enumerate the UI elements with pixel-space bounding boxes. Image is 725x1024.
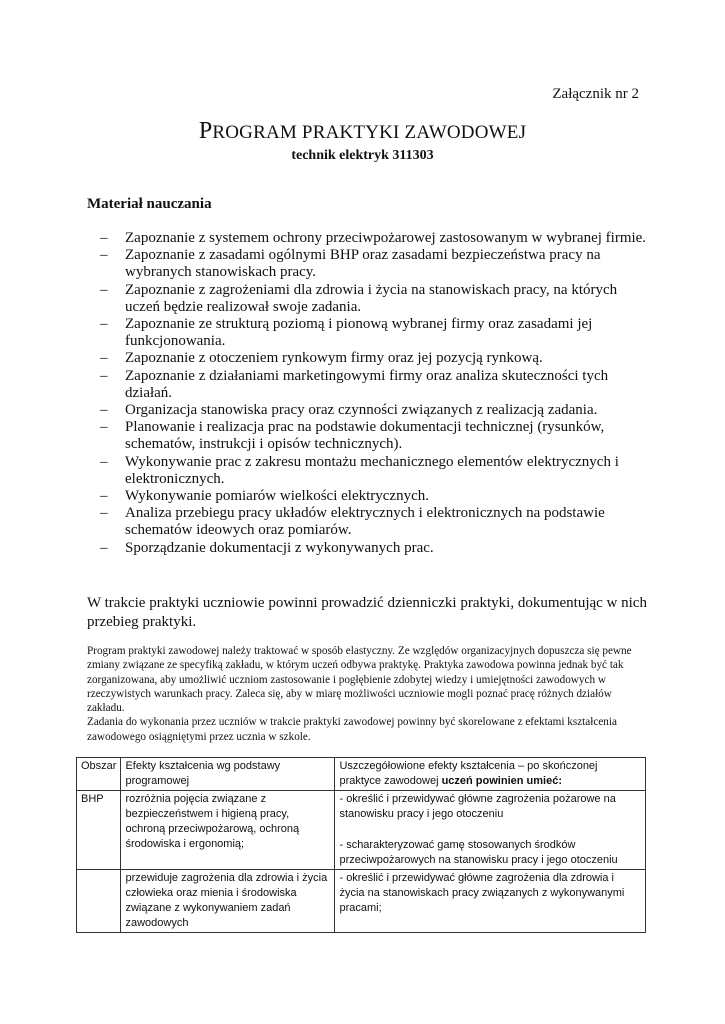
list-item: – Zapoznanie z zasadami ogólnymi BHP oraz zasadami bezpieczeństwa pracy na wybranych stanowiskach pracy. [100, 247, 601, 281]
dash-marker: – [100, 350, 108, 367]
dash-marker: – [100, 419, 108, 436]
learning-outcomes-table [76, 757, 646, 933]
dash-marker: – [100, 488, 108, 505]
table-row [77, 791, 646, 870]
list-item: – Zapoznanie z zagrożeniami dla zdrowia i życia na stanowiskach pracy, na których uczeń będzie realizował swoje zadania. [100, 281, 618, 315]
dash-marker: – [100, 505, 108, 522]
dash-marker: – [100, 402, 108, 419]
list-item: – Wykonywanie prac z zakresu montażu mechanicznego elementów elektrycznych i elektronicznych. [100, 453, 619, 487]
list-item: – Planowanie i realizacja prac na podstawie dokumentacji technicznej (rysunków, schematów, instrukcji i opisów technicznych). [100, 419, 605, 453]
section-heading: Materiał nauczania [87, 196, 212, 212]
cell-detail: - określić i przewidywać główne zagrożenia dla zdrowia i życia na stanowiskach pracy związanych z wykonywanymi pracami; [335, 870, 646, 933]
table-row [77, 870, 646, 933]
title-rest: ROGRAM PRAKTYKI ZAWODOWEJ [212, 122, 527, 143]
header-detailed: Uszczegółowione efekty kształcenia – po skończonej praktyce zawodowej uczeń powinien umieć: [335, 758, 646, 791]
cell-detail: - określić i przewidywać główne zagrożenia pożarowe na stanowisku pracy i jego otoczeniu - scharakteryzować gamę stosowanych środków przeciwpożarowych na stanowisku pracy i jego otoczeniu [335, 791, 646, 870]
dash-marker: – [100, 230, 108, 246]
cell-effect: rozróżnia pojęcia związane z bezpieczeństwem i higieną pracy, ochroną przeciwpożarową, ochroną środowiska i ergonomią; [121, 791, 335, 870]
table-header-row [77, 758, 646, 791]
dash-marker: – [100, 281, 108, 298]
dash-marker: – [100, 453, 108, 470]
title-initial: P [198, 118, 213, 144]
list-item: – Organizacja stanowiska pracy oraz czynności związanych z realizacją zadania. [100, 402, 598, 419]
list-item: – Zapoznanie z działaniami marketingowymi firmy oraz analiza skuteczności tych działań. [100, 367, 609, 401]
program-notes [87, 644, 652, 744]
dash-marker: – [100, 247, 108, 264]
list-item: – Zapoznanie ze strukturą poziomą i pionową wybranej firmy oraz zasadami jej funkcjonowania. [100, 316, 593, 350]
dash-marker: – [100, 539, 108, 556]
list-item: – Zapoznanie z otoczeniem rynkowym firmy oraz jej pozycją rynkową. [100, 350, 543, 367]
page-title [0, 118, 725, 145]
cell-area [77, 870, 121, 933]
header-area: Obszar [77, 758, 121, 791]
list-item: – Wykonywanie pomiarów wielkości elektrycznych. [100, 488, 429, 505]
list-item: – Zapoznanie z systemem ochrony przeciwpożarowej zastosowanym w wybranej firmie. [100, 230, 647, 246]
tasks-paragraph: Zadania do wykonania przez uczniów w trakcie praktyki zawodowej powinny być skorelowane z efektami kształcenia zawodowego osiągniętymi przez ucznia w szkole. [87, 716, 617, 743]
flexibility-paragraph: Program praktyki zawodowej należy traktować w sposób elastyczny. Ze względów organizacyjnych dopuszcza się pewne zmiany związane ze specyfiką zakładu, w którym uczeń odbywa praktykę. Praktyka zawodowa powinna jednak być tak zorganizowana, aby umożliwić uczniom zastosowanie i pogłębienie zdobytej wiedzy i umiejętności zawodowych w rzeczywistych warunkach pracy. Zaleca się, aby w miarę możliwości uczniowie mogli poznać pracę różnych działów zakładu. [87, 645, 632, 715]
dash-marker: – [100, 367, 108, 384]
annex-label: Załącznik nr 2 [552, 86, 639, 102]
practice-journal-paragraph: W trakcie praktyki uczniowie powinni prowadzić dzienniczki praktyki, dokumentując w nich przebieg praktyki. [87, 595, 647, 630]
cell-area: BHP [77, 791, 121, 870]
list-item: – Sporządzanie dokumentacji z wykonywanych prac. [100, 539, 434, 556]
list-item: – Analiza przebiegu pracy układów elektrycznych i elektronicznych na podstawie schematów ideowych oraz pomiarów. [100, 505, 605, 539]
header-effects: Efekty kształcenia wg podstawy programowej [121, 758, 335, 791]
page-subtitle: technik elektryk 311303 [291, 148, 434, 163]
cell-effect: przewiduje zagrożenia dla zdrowia i życia człowieka oraz mienia i środowiska związane z wykonywaniem zadań zawodowych [121, 870, 335, 933]
curriculum-list [100, 230, 650, 557]
dash-marker: – [100, 316, 108, 333]
